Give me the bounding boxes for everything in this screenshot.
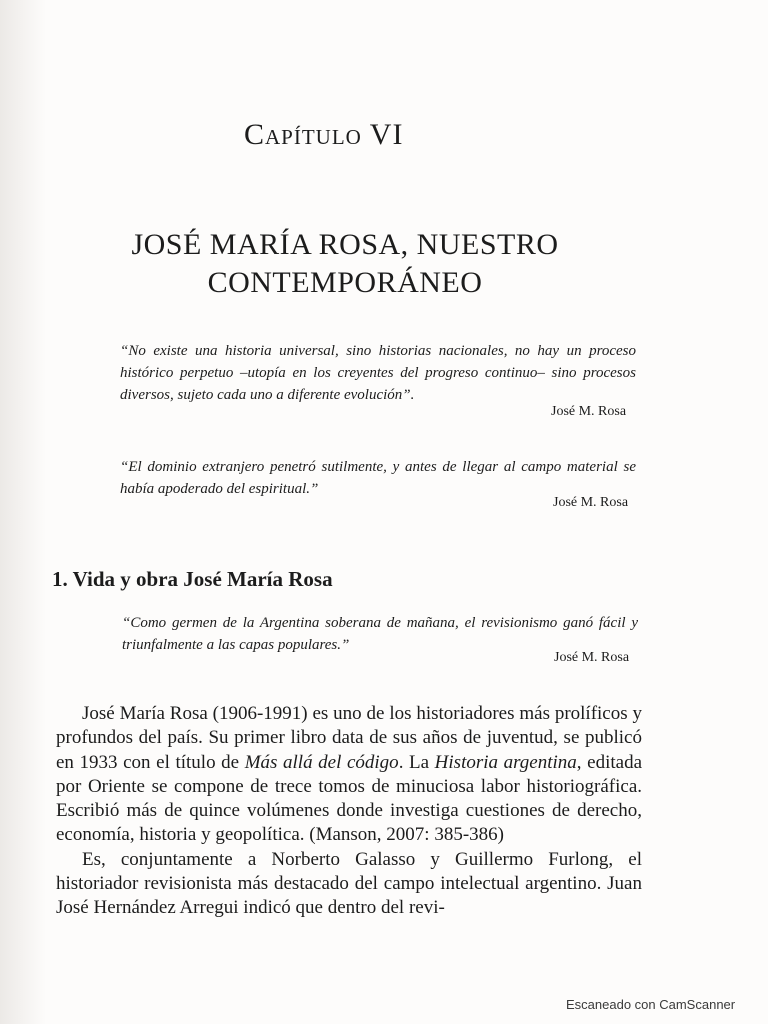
epigraph-2	[120, 456, 636, 500]
paragraph-1-part-1: José María Rosa (1906-1991) es uno de los historiadores más prolíficos y profundos del país. Su primer libro data de sus años de juventud, se publicó en 1933 con el título de	[56, 703, 642, 773]
epigraph-2-author: José M. Rosa	[553, 495, 629, 510]
epigraph-1	[120, 340, 636, 406]
epigraph-1-author: José M. Rosa	[551, 404, 627, 419]
body-text	[56, 702, 642, 921]
body-paragraph-2: Es, conjuntamente a Norberto Galasso y Guillermo Furlong, el historiador revisionista más destacado del campo intelectual argentino. Juan José Hernández Arregui indicó que dentro del revi-	[56, 848, 642, 919]
chapter-title	[110, 226, 580, 302]
chapter-title-line-1: JOSÉ MARÍA ROSA, NUESTRO	[131, 228, 559, 261]
scanner-watermark: Escaneado con CamScanner	[566, 997, 736, 1012]
epigraph-2-text: “El dominio extranjero penetró sutilmente, y antes de llegar al campo material se había apoderado del espiritual.”	[120, 459, 636, 497]
body-paragraph-1	[56, 702, 642, 848]
section-quote-text: “Como germen de la Argentina soberana de mañana, el revisionismo ganó fácil y triunfalmente a las capas populares.”	[122, 615, 638, 653]
paragraph-1-part-3: , editada por Oriente se compone de trece tomos de minuciosa labor historiográfica. Escribió más de quince volúmenes donde investiga cuestiones de derecho, economía, historia y geopolítica. (Manson, 2007: 385-386)	[56, 751, 642, 846]
book-title-historia-argentina: Historia argentina	[434, 751, 577, 773]
chapter-title-line-2: CONTEMPORÁNEO	[207, 266, 483, 299]
paragraph-1-part-2: . La	[398, 751, 435, 773]
page-gutter-shadow	[0, 0, 46, 1024]
book-title-mas-alla-del-codigo: Más allá del código	[244, 751, 399, 773]
epigraph-1-text: “No existe una historia universal, sino historias nacionales, no hay un proceso histórico perpetuo –utopía en los creyentes del progreso continuo– sino procesos diversos, sujeto cada uno a diferente evolución”.	[120, 343, 636, 403]
section-heading: 1. Vida y obra José María Rosa	[52, 567, 333, 591]
chapter-label: Capítulo VI	[244, 118, 404, 151]
section-quote-author: José M. Rosa	[554, 650, 630, 665]
